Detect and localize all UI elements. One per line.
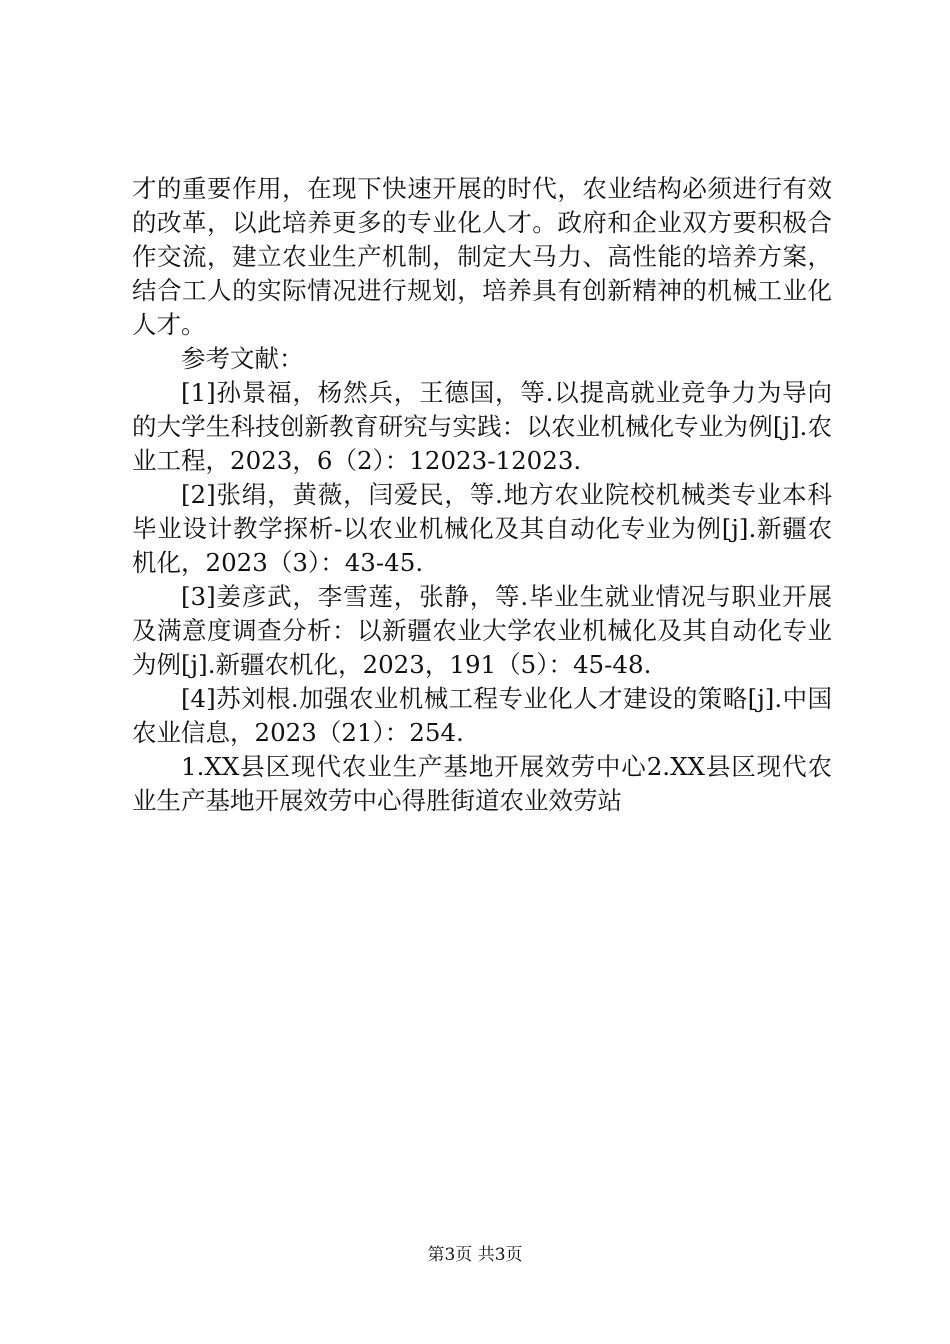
body-paragraph: 才的重要作用，在现下快速开展的时代，农业结构必须进行有效的改革，以此培养更多的专业化人才。政府和企业双方要积极合作交流，建立农业生产机制，制定大马力、高性能的培养方案，结合工人的实际情况进行规划，培养具有创新精神的机械工业化人才。 [132, 174, 832, 339]
reference-item-3: [3]姜彦武，李雪莲，张静，等.毕业生就业情况与职业开展及满意度调查分析：以新疆农业大学农业机械化及其自动化专业为例[j].新疆农机化，2023，191（5）：45-48. [132, 582, 832, 679]
document-body [132, 172, 832, 818]
author-affiliation: 1.XX县区现代农业生产基地开展效劳中心2.XX县区现代农业生产基地开展效劳中心得胜街道农业效劳站 [132, 752, 832, 815]
reference-item-1: [1]孙景福，杨然兵，王德国，等.以提高就业竞争力为导向的大学生科技创新教育研究与实践：以农业机械化专业为例[j].农业工程，2023，6（2）：12023-12023. [132, 378, 832, 475]
references-heading: 参考文献： [181, 344, 304, 373]
reference-item-2: [2]张绢，黄薇，闫爱民，等.地方农业院校机械类专业本科毕业设计教学探析-以农业机械化及其自动化专业为例[j].新疆农机化，2023（3）：43-45. [132, 480, 832, 577]
page-footer: 第3页 共3页 [427, 1245, 523, 1265]
reference-item-4: [4]苏刘根.加强农业机械工程专业化人才建设的策略[j].中国农业信息，2023（21）：254. [132, 684, 832, 747]
